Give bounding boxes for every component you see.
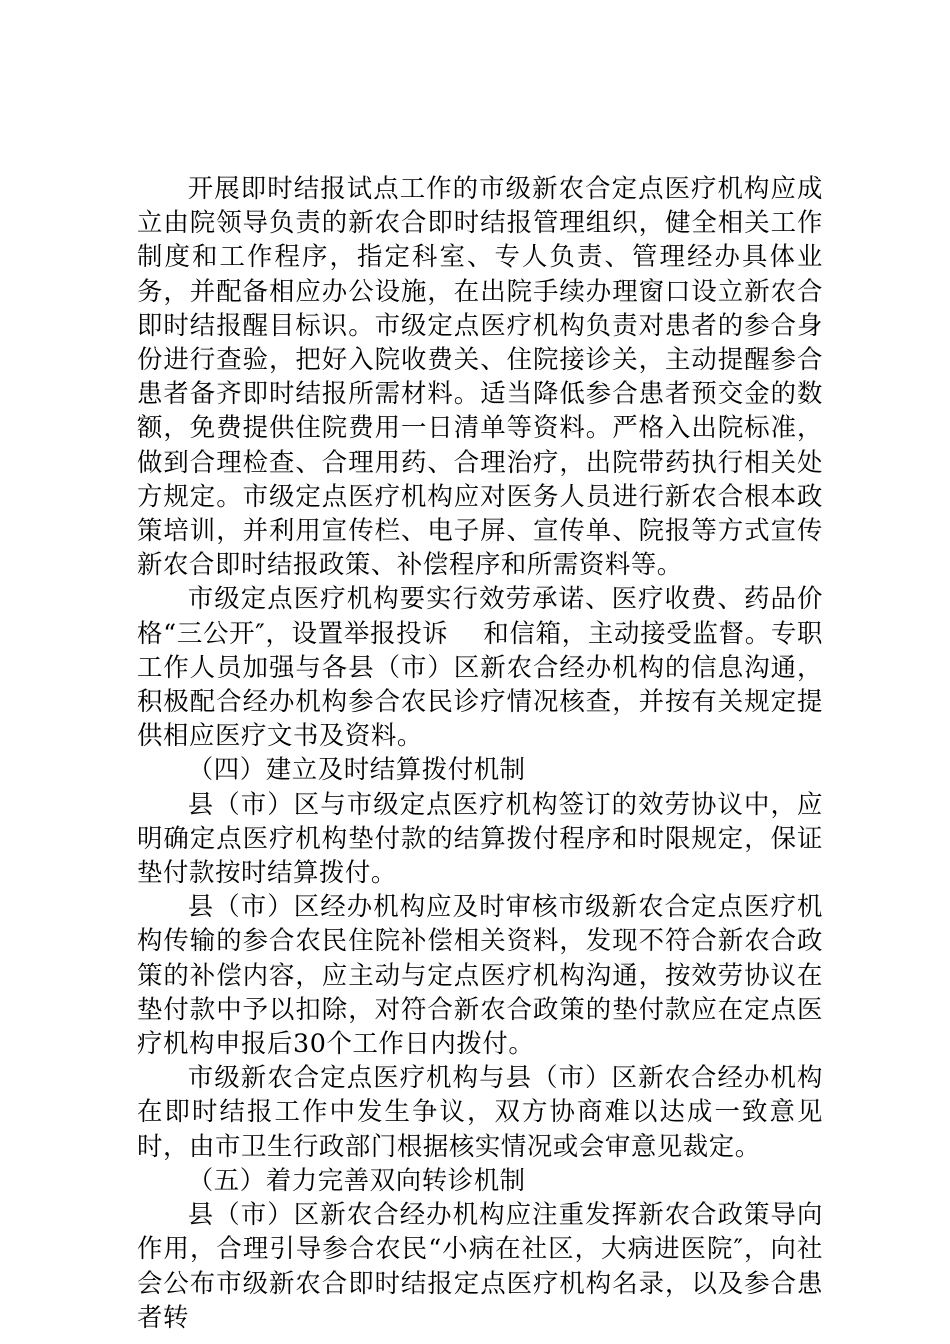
document-body: [137, 171, 823, 1334]
paragraph-referral-guidance: 县（市）区新农合经办机构应注重发挥新农合政策导向作用，合理引导参合农民“小病在社区，大病进医院″，向社会公布市级新农合即时结报定点医疗机构名录，以及参合患者转: [137, 1199, 823, 1332]
section-heading-referral: （五）着力完善双向转诊机制: [187, 1164, 526, 1195]
section-heading-settlement: （四）建立及时结算拨付机制: [187, 754, 526, 785]
paragraph-audit-payment: 县（市）区经办机构应及时审核市级新农合定点医疗机构传输的参合农民住院补偿相关资料，发现不符合新农合政策的补偿内容，应主动与定点医疗机构沟通，按效劳协议在垫付款中予以扣除，对符合新农合政策的垫付款应在定点医疗机构申报后30个工作日内拨付。: [137, 891, 823, 1059]
paragraph-service-agreement: 县（市）区与市级定点医疗机构签订的效劳协议中，应明确定点医疗机构垫付款的结算拨付程序和时限规定，保证垫付款按时结算拨付。: [137, 788, 823, 888]
paragraph-hospital-organization: 开展即时结报试点工作的市级新农合定点医疗机构应成立由院领导负责的新农合即时结报管理组织，健全相关工作制度和工作程序，指定科室、专人负责、管理经办具体业务，并配备相应办公设施，在出院手续办理窗口设立新农合即时结报醒目标识。市级定点医疗机构负责对患者的参合身份进行查验，把好入院收费关、住院接诊关，主动提醒参合患者备齐即时结报所需材料。适当降低参合患者预交金的数额，免费提供住院费用一日清单等资料。严格入出院标准，做到合理检查、合理用药、合理治疗，出院带药执行相关处方规定。市级定点医疗机构应对医务人员进行新农合根本政策培训，并利用宣传栏、电子屏、宣传单、院报等方式宣传新农合即时结报政策、补偿程序和所需资料等。: [137, 173, 823, 580]
paragraph-dispute-resolution: 市级新农合定点医疗机构与县（市）区新农合经办机构在即时结报工作中发生争议，双方协商难以达成一致意见时，由市卫生行政部门根据核实情况或会审意见裁定。: [137, 1062, 823, 1161]
paragraph-three-public: 市级定点医疗机构要实行效劳承诺、医疗收费、药品价格“三公开″，设置举报投诉 和信箱，主动接受监督。专职工作人员加强与各县（市）区新农合经办机构的信息沟通，积极配合经办机构参合农民诊疗情况核查，并按有关规定提供相应医疗文书及资料。: [137, 583, 823, 751]
